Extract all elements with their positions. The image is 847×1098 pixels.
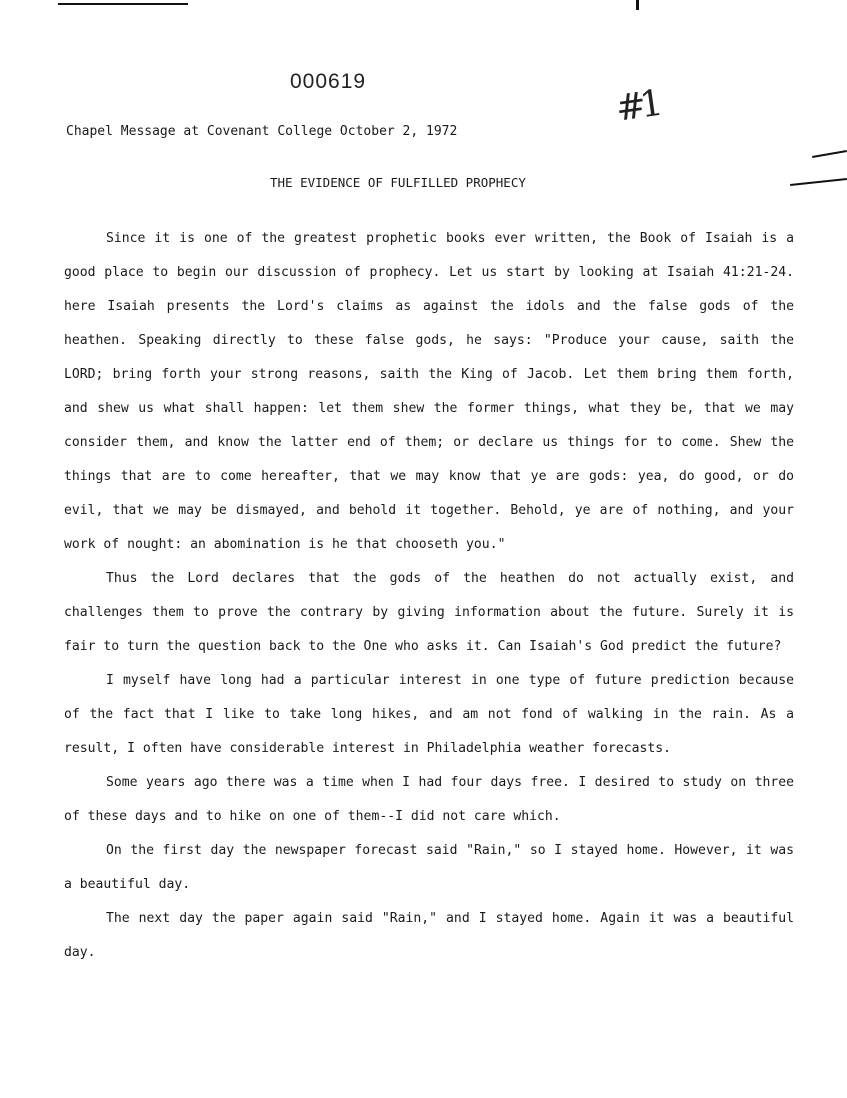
scan-mark-top-left [58,3,188,5]
scan-mark-right-1 [812,150,847,158]
document-title: THE EVIDENCE OF FULFILLED PROPHECY [270,175,526,190]
paragraph: Some years ago there was a time when I had four days free. I desired to study on three of these days and to hike on one of them--I did not care which. [64,775,794,824]
paragraph: Thus the Lord declares that the gods of the heathen do not actually exist, and challenges them to prove the contrary by giving information about the future. Surely it is fair to turn the question back to the One who asks it. Can Isaiah's God predict the future? [64,571,794,654]
handwritten-mark: #1 [613,83,660,130]
paragraph: On the first day the newspaper forecast said "Rain," so I stayed home. However, it was a beautiful day. [64,843,794,892]
paragraph: I myself have long had a particular interest in one type of future prediction because of the fact that I like to take long hikes, and am not fond of walking in the rain. As a result, I often have considerable interest in Philadelphia weather forecasts. [64,673,794,756]
paragraph: The next day the paper again said "Rain," and I stayed home. Again it was a beautiful day. [64,911,794,960]
scan-mark-right-2 [790,178,847,186]
document-heading: Chapel Message at Covenant College October 2, 1972 [66,124,458,139]
document-body [64,222,794,970]
scan-mark-top-right [636,0,639,10]
document-number: 000619 [290,70,367,93]
paragraph: Since it is one of the greatest prophetic books ever written, the Book of Isaiah is a good place to begin our discussion of prophecy. Let us start by looking at Isaiah 41:21-24. here Isaiah presents the Lord's claims as against the idols and the false gods of the heathen. Speaking directly to these false gods, he says: "Produce your cause, saith the LORD; bring forth your strong reasons, saith the King of Jacob. Let them bring them forth, and shew us what shall happen: let them shew the former things, what they be, that we may consider them, and know the latter end of them; or declare us things for to come. Shew the things that are to come hereafter, that we may know that ye are gods: yea, do good, or do evil, that we may be dismayed, and behold it together. Behold, ye are of nothing, and your work of nought: an abomination is he that chooseth you." [64,231,794,552]
